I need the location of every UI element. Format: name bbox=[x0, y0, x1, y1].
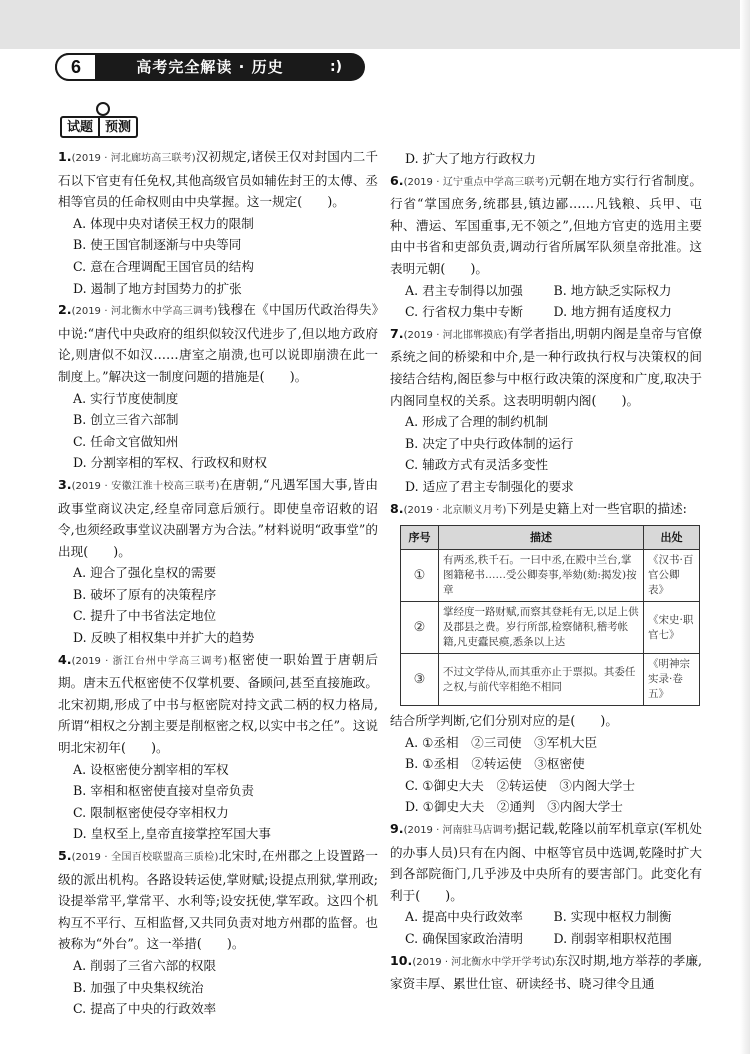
option-c: C. 限制枢密使侵夺宰相权力 bbox=[73, 804, 229, 820]
table-header: 出处 bbox=[644, 526, 700, 550]
question-7 bbox=[390, 323, 702, 498]
question-stem: 汉初规定,诸侯王仅对封国内二千石以下官吏有任免权,其他高级官员如辅佐封王的太傅、丞相等官员的任命权则由中央掌握。这一规定( )。 bbox=[58, 149, 378, 210]
question-4 bbox=[58, 649, 378, 845]
question-number: 4. bbox=[58, 651, 72, 667]
option-b: B. ①丞相 ②转运使 ③枢密使 bbox=[405, 756, 585, 772]
option-d: D. 分割宰相的军权、行政权和财权 bbox=[73, 455, 267, 471]
question-source: (2019 · 北京顺义月考) bbox=[403, 504, 507, 516]
option-a: A. 实行节度使制度 bbox=[73, 390, 179, 406]
option-b: B. 使王国官制逐渐与中央等同 bbox=[73, 237, 242, 253]
question-source: (2019 · 浙江台州中学高三调考) bbox=[71, 655, 228, 667]
option-c: C. 提高了中央的行政效率 bbox=[73, 1001, 217, 1017]
option-d: D. 皇权至上,皇帝直接掌控军国大事 bbox=[73, 826, 271, 842]
option-d: D. 遏制了地方封国势力的扩张 bbox=[73, 280, 242, 296]
question-stem: 枢密使一职始置于唐朝后期。唐末五代枢密使不仅掌机要、备顾问,甚至直接施政。北宋初期,形成了中书与枢密院对持文武二柄的权力格局,所谓“相权之分割主要是削枢密之权,以实中书之任”。这说明北宋初年( )。 bbox=[58, 651, 378, 756]
question-number: 5. bbox=[58, 848, 72, 863]
question-source: (2019 · 河北廊坊高三联考) bbox=[71, 153, 196, 164]
question-5 bbox=[58, 845, 378, 1020]
question-prompt: 结合所学判断,它们分别对应的是( )。 bbox=[390, 713, 618, 729]
option-a: A. 君主专制得以加强 bbox=[405, 282, 523, 298]
option-c: C. 确保国家政治清明 bbox=[405, 931, 523, 947]
badge-part-1: 试题 bbox=[60, 116, 100, 138]
option-d: D. ①御史大夫 ②通判 ③内阁大学士 bbox=[405, 799, 623, 815]
left-column bbox=[58, 146, 378, 1020]
question-8 bbox=[390, 498, 702, 819]
question-number: 3. bbox=[58, 476, 72, 492]
option-c: C. 行省权力集中专断 bbox=[405, 304, 523, 320]
question-source: (2019 · 全国百校联盟高三质检) bbox=[71, 852, 219, 863]
question-stem: 在唐朝,“凡遇军国大事,皆由政事堂商议决定,经皇帝同意后颁行。即使皇帝诏敕的诏令,也须经政事堂议决副署方为合法。”材料说明“政事堂”的出现( )。 bbox=[58, 476, 378, 559]
right-column bbox=[390, 148, 702, 995]
table-cell: 掌经度一路财赋,而察其登耗有无,以足上供及郡县之费。岁行所部,检察储积,稽考帐籍,凡吏蠹民瘼,悉条以上达 bbox=[439, 602, 644, 654]
option-b: B. 破坏了原有的决策程序 bbox=[73, 586, 217, 602]
page-number: 6 bbox=[55, 53, 97, 81]
official-description-table bbox=[400, 525, 700, 706]
option-b: B. 加强了中央集权统治 bbox=[73, 979, 204, 995]
table-header: 序号 bbox=[401, 526, 439, 550]
badge-part-2: 预测 bbox=[100, 116, 138, 138]
question-number: 6. bbox=[390, 172, 404, 188]
pin-icon bbox=[96, 102, 110, 116]
option-c: C. 提升了中书省法定地位 bbox=[73, 608, 217, 624]
question-number: 9. bbox=[390, 821, 404, 837]
question-source: (2019 · 安徽江淮十校高三联考) bbox=[71, 480, 220, 492]
option-b: B. 创立三省六部制 bbox=[73, 412, 179, 428]
question-10 bbox=[390, 950, 702, 995]
option-b: B. 宰相和枢密使直接对皇帝负责 bbox=[73, 783, 254, 799]
question-6 bbox=[390, 170, 702, 323]
table-row bbox=[401, 550, 700, 602]
option-c: C. 任命文官做知州 bbox=[73, 433, 179, 449]
question-number: 2. bbox=[58, 302, 72, 318]
question-stem: 元朝在地方实行行省制度。行省“掌国庶务,统郡县,镇边鄙……凡钱粮、兵甲、屯种、漕运、军国重事,无不领之”,但地方官吏的选用主要由中书省和吏部负责,调动行省所属军队须皇帝批准。这表明元朝( )。 bbox=[390, 172, 702, 276]
option-d: D. 削弱宰相职权范围 bbox=[553, 931, 672, 947]
table-cell: ② bbox=[401, 602, 439, 654]
question-3 bbox=[58, 474, 378, 649]
option-c: C. ①御史大夫 ②转运使 ③内阁大学士 bbox=[405, 777, 635, 793]
option-a: A. 削弱了三省六部的权限 bbox=[73, 957, 217, 973]
option-c: C. 意在合理调配王国官员的结构 bbox=[73, 258, 254, 274]
question-2 bbox=[58, 299, 378, 474]
option-a: A. 体现中央对诸侯王权力的限制 bbox=[73, 215, 254, 231]
table-row bbox=[401, 602, 700, 654]
top-margin-band bbox=[0, 0, 750, 49]
header-decoration: :) bbox=[330, 59, 342, 75]
option-d: D. 地方拥有适度权力 bbox=[553, 304, 672, 320]
question-stem: 钱穆在《中国历代政治得失》中说:“唐代中央政府的组织似较汉代进步了,但以地方政府论,则唐似不如汉……唐室之崩溃,也可以说即崩溃在此一制度上。”解决这一制度问题的措施是( )。 bbox=[58, 302, 378, 384]
table-cell: 《宋史·职官七》 bbox=[644, 602, 700, 654]
option-a: A. 设枢密使分割宰相的军权 bbox=[73, 761, 229, 777]
question-5-option-d: D. 扩大了地方行政权力 bbox=[405, 151, 536, 166]
question-number: 10. bbox=[390, 952, 413, 968]
book-title: 高考完全解读 · 历史 bbox=[136, 58, 284, 76]
option-b: B. 地方缺乏实际权力 bbox=[553, 282, 672, 298]
option-d: D. 适应了君主专制强化的要求 bbox=[405, 478, 574, 494]
question-stem: 北宋时,在州郡之上设置路一级的派出机构。各路设转运使,掌财赋;设提点刑狱,掌刑政;设提举常平,掌常平、水利等;设安抚使,掌军政。这四个机构互不平行、互相监督,又共同负责对地方州郡的监督。也被称为“外台”。这一举措( )。 bbox=[58, 848, 378, 952]
page-edge-shadow bbox=[740, 0, 750, 1054]
table-header: 描述 bbox=[439, 526, 644, 550]
option-b: B. 决定了中央行政体制的运行 bbox=[405, 435, 574, 451]
option-a: A. 迎合了强化皇权的需要 bbox=[73, 565, 217, 581]
question-stem: 东汉时期,地方举荐的孝廉,家资丰厚、累世仕宦、研读经书、晓习律令且通 bbox=[390, 952, 702, 992]
question-stem: 据记载,乾隆以前军机章京(军机处的办事人员)只有在内阁、中枢等官员中选调,乾隆时扩大到各部院衙门,几乎涉及中央所有的要害部门。此变化有利于( )。 bbox=[390, 821, 702, 903]
question-stem: 下列是史籍上对一些官职的描述: bbox=[506, 500, 687, 516]
question-number: 1. bbox=[58, 149, 72, 164]
option-d: D. 反映了相权集中并扩大的趋势 bbox=[73, 630, 255, 646]
question-1 bbox=[58, 146, 378, 299]
question-number: 8. bbox=[390, 500, 404, 516]
question-stem: 有学者指出,明朝内阁是皇帝与官僚系统之间的桥梁和中介,是一种行政执行权与决策权的间接结合结构,阁臣参与中枢行政决策的深度和广度,取决于内阁同皇权的关系。这表明明朝内阁( )。 bbox=[390, 325, 702, 408]
question-source: (2019 · 河北衡水中学高三调考) bbox=[71, 306, 218, 318]
question-9 bbox=[390, 818, 702, 950]
option-c: C. 辅政方式有灵活多变性 bbox=[405, 457, 549, 473]
table-cell: 《汉书·百官公卿表》 bbox=[644, 550, 700, 602]
option-a: A. 形成了合理的制约机制 bbox=[405, 414, 549, 430]
question-source: (2019 · 河北邯郸摸底) bbox=[403, 329, 508, 341]
table-cell: 有两丞,秩千石。一曰中丞,在殿中兰台,掌图籍秘书……受公卿奏事,举劾(劾:揭发)按章 bbox=[439, 550, 644, 602]
option-a: A. ①丞相 ②三司使 ③军机大臣 bbox=[405, 734, 598, 750]
table-cell: ③ bbox=[401, 654, 439, 706]
table-cell: 不过文学侍从,而其重亦止于票拟。其委任之权,与前代宰相绝不相同 bbox=[439, 654, 644, 706]
table-row bbox=[401, 654, 700, 706]
question-number: 7. bbox=[390, 325, 404, 341]
table-cell: 《明神宗实录·卷五》 bbox=[644, 654, 700, 706]
option-b: B. 实现中枢权力制衡 bbox=[553, 909, 672, 925]
table-cell: ① bbox=[401, 550, 439, 602]
option-a: A. 提高中央行政效率 bbox=[405, 909, 523, 925]
section-badge bbox=[60, 116, 138, 138]
question-source: (2019 · 河北衡水中学开学考试) bbox=[412, 956, 556, 968]
table-header-row bbox=[401, 526, 700, 550]
question-source: (2019 · 辽宁重点中学高三联考) bbox=[403, 176, 549, 188]
question-source: (2019 · 河南驻马店调考) bbox=[403, 825, 517, 837]
